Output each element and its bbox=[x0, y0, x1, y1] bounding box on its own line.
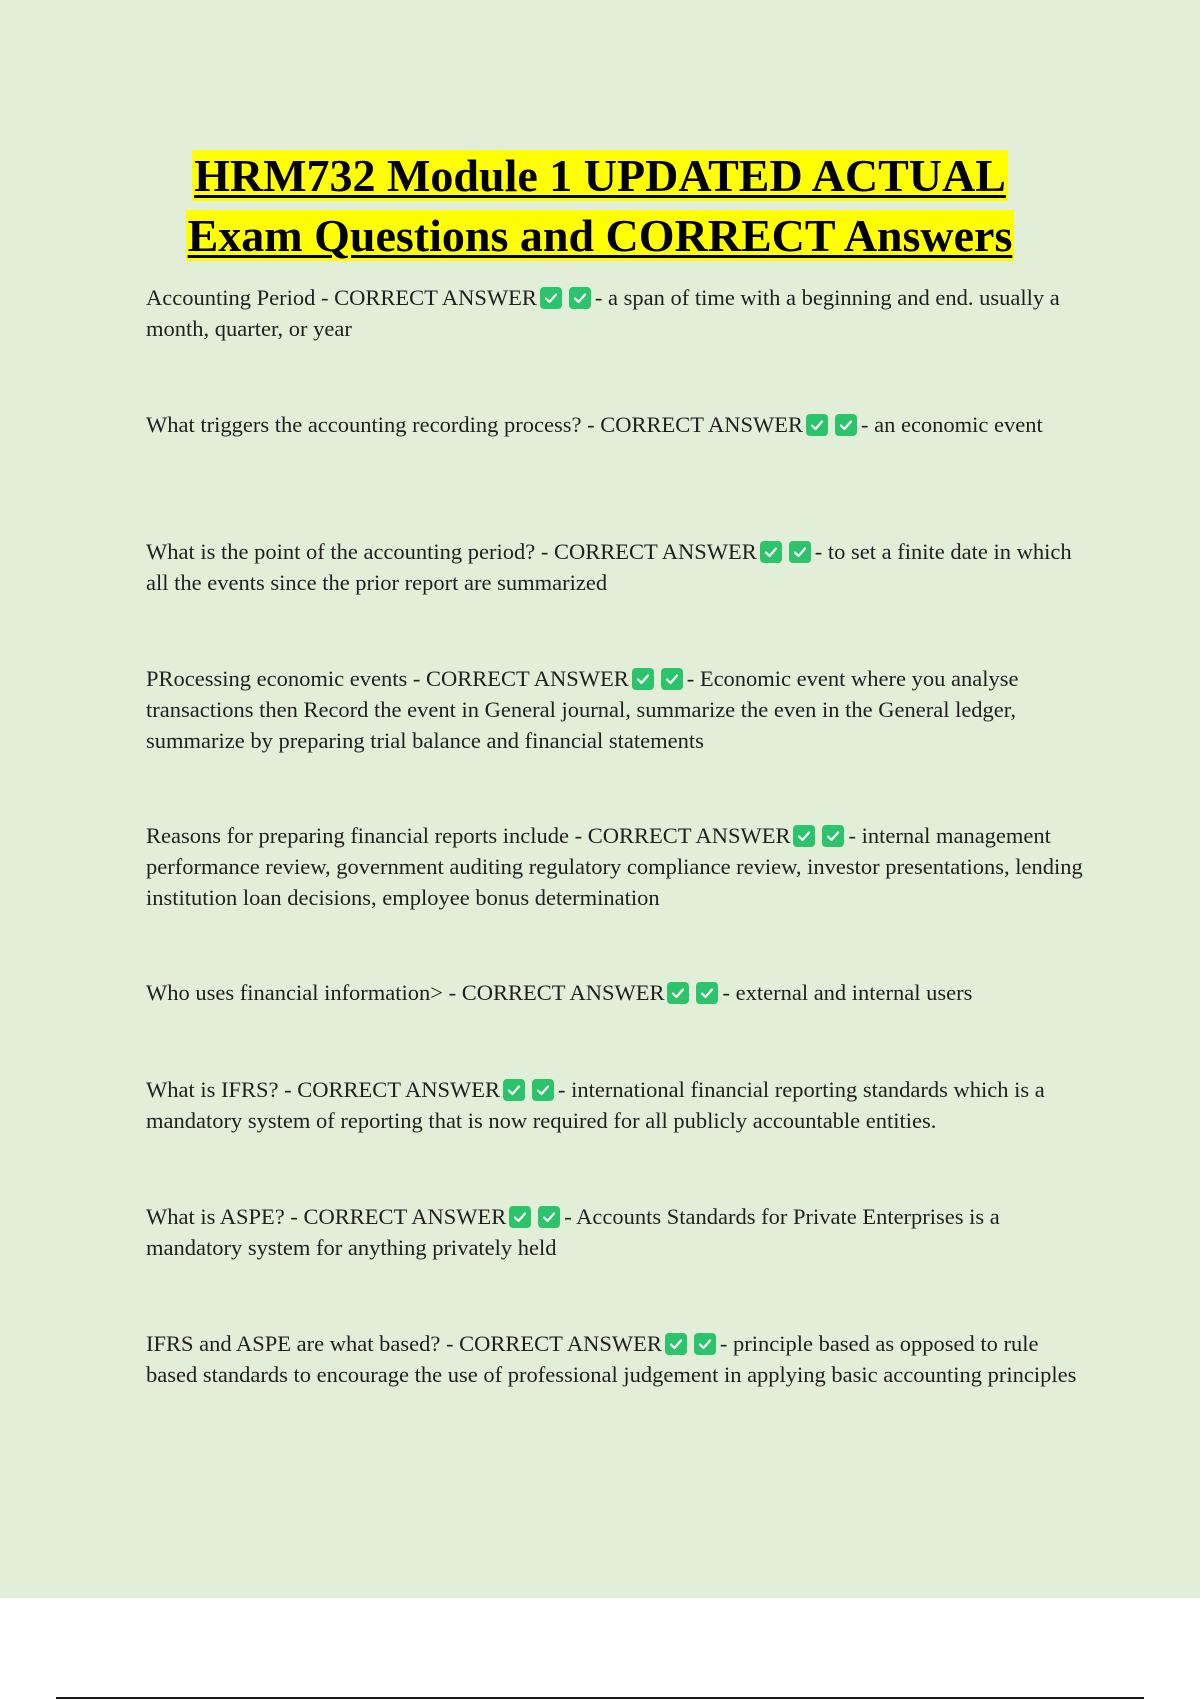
question-text: What triggers the accounting recording process? bbox=[146, 412, 582, 437]
question-text: Reasons for preparing financial reports include bbox=[146, 823, 569, 848]
qa-item: IFRS and ASPE are what based? - CORRECT ANSWER - principle based as opposed to rule based standards to encourage the use of professional judgement in applying basic accounting principles bbox=[146, 1331, 1077, 1387]
answer-text: international financial reporting standards which is a mandatory system of reporting that is now required for all publicly accountable entities. bbox=[146, 1077, 1045, 1133]
qa-item: Reasons for preparing financial reports include - CORRECT ANSWER - internal management performance review, government auditing regulatory compliance review, investor presentations, lending institution loan decisions, employee bonus determination bbox=[146, 823, 1083, 910]
check-icon bbox=[793, 825, 815, 847]
answer-text: Accounts Standards for Private Enterprises is a mandatory system for anything privately held bbox=[146, 1204, 1000, 1260]
check-icon bbox=[569, 287, 591, 309]
answer-text: to set a finite date in which all the events since the prior report are summarized bbox=[146, 539, 1072, 595]
check-icon bbox=[835, 414, 857, 436]
check-icon bbox=[661, 668, 683, 690]
answer-text: Economic event where you analyse transactions then Record the event in General journal, summarize the even in the General ledger, summarize by preparing trial balance and financial statements bbox=[146, 666, 1019, 753]
check-icon bbox=[822, 825, 844, 847]
answer-marker: CORRECT ANSWER bbox=[554, 539, 757, 564]
answer-marker: CORRECT ANSWER bbox=[303, 1204, 507, 1229]
qa-item: PRocessing economic events - CORRECT ANSWER - Economic event where you analyse transactions then Record the event in General journal, summarize the even in the General ledger, summarize by preparing trial balance and financial statements bbox=[146, 666, 1019, 753]
check-icon bbox=[806, 414, 828, 436]
answer-text: internal management performance review, government auditing regulatory compliance review, investor presentations, lending institution loan decisions, employee bonus determination bbox=[146, 823, 1083, 910]
check-icon bbox=[632, 668, 654, 690]
answer-marker: CORRECT ANSWER bbox=[425, 666, 629, 691]
qa-item: What is ASPE? - CORRECT ANSWER - Accounts Standards for Private Enterprises is a mandatory system for anything privately held bbox=[146, 1204, 1000, 1260]
title-line-2: Exam Questions and CORRECT Answers bbox=[187, 210, 1013, 261]
document-title bbox=[0, 146, 1200, 266]
answer-text: an economic event bbox=[874, 412, 1043, 437]
answer-marker: CORRECT ANSWER bbox=[334, 285, 537, 310]
answer-marker: CORRECT ANSWER bbox=[461, 980, 665, 1005]
check-icon bbox=[789, 541, 811, 563]
check-icon bbox=[696, 982, 718, 1004]
check-icon bbox=[760, 541, 782, 563]
question-text: Who uses financial information> bbox=[146, 980, 443, 1005]
check-icon bbox=[503, 1079, 525, 1101]
answer-text: external and internal users bbox=[735, 980, 973, 1005]
answer-marker: CORRECT ANSWER bbox=[600, 412, 803, 437]
qa-item: Who uses financial information> - CORRECT ANSWER - external and internal users bbox=[146, 980, 973, 1005]
question-text: IFRS and ASPE are what based? bbox=[146, 1331, 441, 1356]
qa-item: What is IFRS? - CORRECT ANSWER - international financial reporting standards which is a mandatory system of reporting that is now required for all publicly accountable entities. bbox=[146, 1077, 1045, 1133]
question-text: What is the point of the accounting period? bbox=[146, 539, 536, 564]
qa-item: Accounting Period - CORRECT ANSWER - a span of time with a beginning and end. usually a month, quarter, or year bbox=[146, 285, 1060, 341]
check-icon bbox=[538, 1206, 560, 1228]
question-text: What is IFRS? bbox=[146, 1077, 279, 1102]
check-icon bbox=[665, 1333, 687, 1355]
check-icon bbox=[509, 1206, 531, 1228]
qa-item: What is the point of the accounting period? - CORRECT ANSWER - to set a finite date in which all the events since the prior report are summarized bbox=[146, 539, 1072, 595]
question-text: Accounting Period bbox=[146, 285, 316, 310]
check-icon bbox=[540, 287, 562, 309]
check-icon bbox=[694, 1333, 716, 1355]
answer-marker: CORRECT ANSWER bbox=[297, 1077, 500, 1102]
question-text: What is ASPE? bbox=[146, 1204, 285, 1229]
check-icon bbox=[532, 1079, 554, 1101]
qa-item: What triggers the accounting recording process? - CORRECT ANSWER - an economic event bbox=[146, 412, 1043, 437]
answer-marker: CORRECT ANSWER bbox=[459, 1331, 662, 1356]
answer-text: a span of time with a beginning and end. usually a month, quarter, or year bbox=[146, 285, 1060, 341]
question-text: PRocessing economic events bbox=[146, 666, 408, 691]
check-icon bbox=[667, 982, 689, 1004]
title-line-1: HRM732 Module 1 UPDATED ACTUAL bbox=[194, 150, 1006, 201]
answer-text: principle based as opposed to rule based standards to encourage the use of professional judgement in applying basic accounting principles bbox=[146, 1331, 1077, 1387]
answer-marker: CORRECT ANSWER bbox=[587, 823, 791, 848]
footer-rule bbox=[56, 1697, 1144, 1699]
